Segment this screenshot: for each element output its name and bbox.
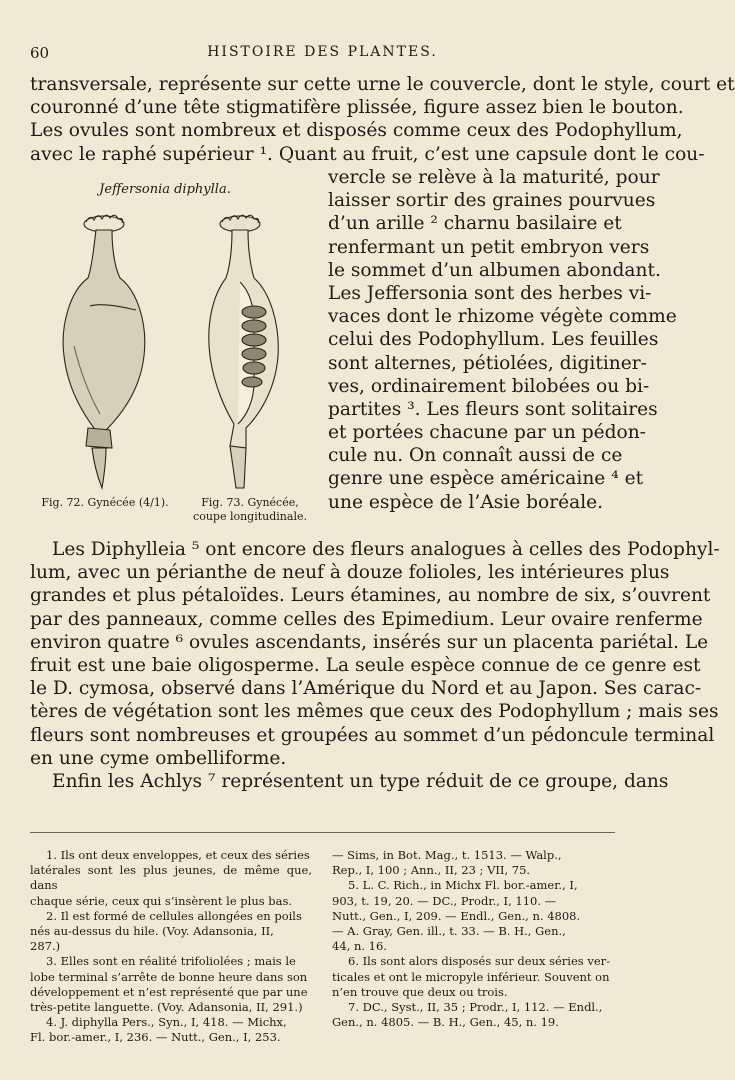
text-line: grandes et plus pétaloïdes. Leurs étamines, au nombre de six, s’ouvrent xyxy=(30,585,711,607)
text-line: vaces dont le rhizome végète comme xyxy=(328,306,677,328)
footnote-line: 3. Elles sont en réalité trifoliolées ; mais le xyxy=(46,954,296,969)
body-text-top xyxy=(30,73,735,166)
text-line: partites ³. Les fleurs sont solitaires xyxy=(328,398,658,420)
footnote-line: latérales sont les plus jeunes, de même que, dans xyxy=(30,863,312,893)
text-line: transversale, représente sur cette urne le couvercle, dont le style, court et xyxy=(30,74,735,95)
caption-73-line-2: coupe longitudinale. xyxy=(193,510,307,523)
footnote-line: 1. Ils ont deux enveloppes, et ceux des séries xyxy=(46,848,310,862)
footnote-line: 44, n. 16. xyxy=(332,939,387,954)
text-line: Les Jeffersonia sont des herbes vi- xyxy=(328,282,652,304)
text-line: tères de végétation sont les mêmes que ceux des Podophyllum ; mais ses xyxy=(30,701,719,723)
text-line: Les Diphylleia ⁵ ont encore des fleurs analogues à celles des Podophyl- xyxy=(52,539,720,560)
text-line: environ quatre ⁶ ovules ascendants, insérés sur un placenta pariétal. Le xyxy=(30,631,709,653)
text-line: Les ovules sont nombreux et disposés comme ceux des Podophyllum, xyxy=(30,120,683,142)
text-line: sont alternes, pétiolées, digitiner- xyxy=(328,352,647,374)
footnote-line: Gen., n. 4805. — B. H., Gen., 45, n. 19. xyxy=(332,1015,559,1030)
footnote-line: — A. Gray, Gen. ill., t. 33. — B. H., Gen., xyxy=(332,924,566,939)
footnote-line: nés au-dessus du hile. (Voy. Adansonia, II, xyxy=(30,924,274,939)
footnote-line: 903, t. 19, 20. — DC., Prodr., I, 110. — xyxy=(332,893,557,908)
figure-illustration xyxy=(40,206,310,496)
footnote-line: très-petite languette. (Voy. Adansonia, II, 291.) xyxy=(30,1000,303,1015)
footnote-line: lobe terminal s’arrête de bonne heure dans son xyxy=(30,969,308,984)
footnote-line: développement et n’est représenté que par une xyxy=(30,984,308,999)
footnote-line: 6. Ils sont alors disposés sur deux séries ver- xyxy=(348,954,611,969)
footnotes-left xyxy=(30,848,312,1046)
footnote-line: 287.) xyxy=(30,939,61,954)
running-title: HISTOIRE DES PLANTES. xyxy=(207,44,438,60)
text-line: Enfin les Achlys ⁷ représentent un type réduit de ce groupe, dans xyxy=(52,770,669,792)
footnote-line: Rep., I, 100 ; Ann., II, 23 ; VII, 75. xyxy=(332,863,531,878)
text-line: couronné d’une tête stigmatifère plissée, figure assez bien le bouton. xyxy=(30,97,684,119)
text-line: fleurs sont nombreuses et groupées au sommet d’un pédoncule terminal xyxy=(30,724,715,746)
footnote-rule xyxy=(30,832,615,833)
footnote-line: n’en trouve que deux ou trois. xyxy=(332,984,508,999)
text-line: avec le raphé supérieur ¹. Quant au fruit, c’est une capsule dont le cou- xyxy=(30,143,705,165)
figure-jeffersonia xyxy=(40,182,310,527)
footnote-line: 7. DC., Syst., II, 35 ; Prodr., I, 112. — Endl., xyxy=(348,1000,603,1015)
text-line: vercle se relève à la maturité, pour xyxy=(328,167,660,188)
footnote-line: Nutt., Gen., I, 209. — Endl., Gen., n. 4808. xyxy=(332,908,581,923)
text-line: une espèce de l’Asie boréale. xyxy=(328,491,604,513)
text-line: genre une espèce américaine ⁴ et xyxy=(328,468,644,490)
footnote-line: 2. Il est formé de cellules allongées en poils xyxy=(46,908,302,923)
figure-title: Jeffersonia diphylla. xyxy=(99,182,231,197)
text-line: le sommet d’un albumen abondant. xyxy=(328,259,661,281)
gynoecium-fig73 xyxy=(209,215,278,488)
footnote-line: ticales et ont le micropyle inférieur. Souvent on xyxy=(332,969,610,984)
text-line: fruit est une baie oligosperme. La seule espèce connue de ce genre est xyxy=(30,654,701,676)
footnote-line: — Sims, in Bot. Mag., t. 1513. — Walp., xyxy=(332,848,562,862)
text-line: en une cyme ombelliforme. xyxy=(30,747,287,769)
text-line: d’un arille ² charnu basilaire et xyxy=(328,213,622,235)
figure-caption-73 xyxy=(190,496,310,524)
text-line: cule nu. On connaît aussi de ce xyxy=(328,445,623,467)
text-line: par des panneaux, comme celles des Epimedium. Leur ovaire renferme xyxy=(30,608,703,630)
text-line: le D. cymosa, observé dans l’Amérique du Nord et au Japon. Ses carac- xyxy=(30,678,702,700)
gynoecium-fig72 xyxy=(63,215,145,488)
footnote-line: chaque série, ceux qui s’insèrent le plus bas. xyxy=(30,893,293,908)
figure-caption-72: Fig. 72. Gynécée (4/1). xyxy=(41,496,169,509)
footnotes-right xyxy=(332,848,614,1030)
page-header xyxy=(30,44,615,68)
footnote-line: 4. J. diphylla Pers., Syn., I, 418. — Michx, xyxy=(46,1015,287,1030)
footnote-line: 5. L. C. Rich., in Michx Fl. bor.-amer., I, xyxy=(348,878,578,893)
caption-73-line-1: Fig. 73. Gynécée, xyxy=(201,496,299,509)
text-line: renfermant un petit embryon vers xyxy=(328,236,650,258)
text-line: ves, ordinairement bilobées ou bi- xyxy=(328,375,650,397)
text-line: et portées chacune par un pédon- xyxy=(328,422,646,444)
text-line: celui des Podophyllum. Les feuilles xyxy=(328,329,659,351)
text-line: lum, avec un périanthe de neuf à douze folioles, les intérieures plus xyxy=(30,562,670,584)
footnote-line: Fl. bor.-amer., I, 236. — Nutt., Gen., I, 253. xyxy=(30,1030,281,1045)
text-line: laisser sortir des graines pourvues xyxy=(328,190,656,212)
body-text-bottom xyxy=(30,538,720,793)
body-text-side xyxy=(328,166,677,514)
page-number: 60 xyxy=(30,44,50,62)
